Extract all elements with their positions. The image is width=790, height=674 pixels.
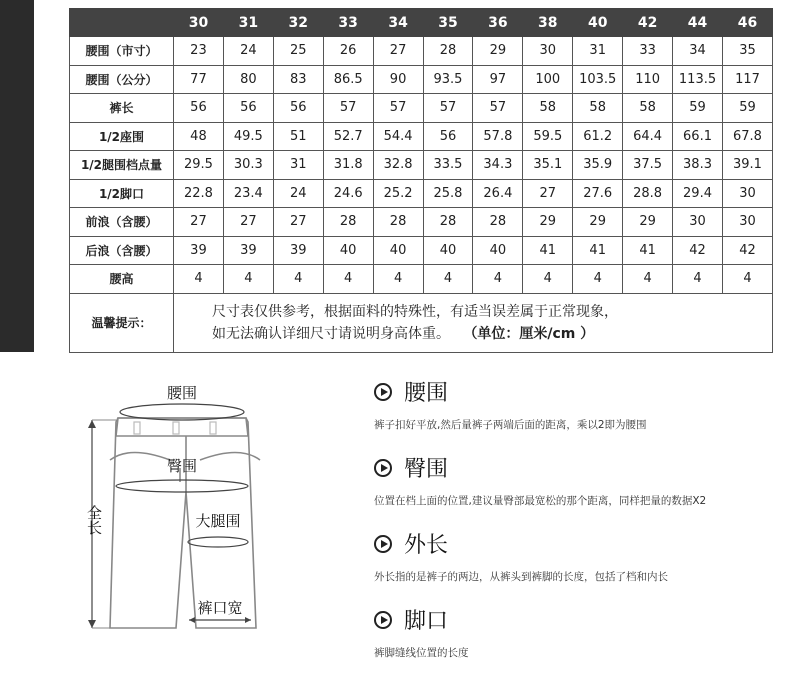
size-value-cell: 57 <box>423 94 473 123</box>
size-value-cell: 39 <box>273 236 323 265</box>
size-value-cell: 23.4 <box>223 179 273 208</box>
size-value-cell: 54.4 <box>373 122 423 151</box>
size-value-cell: 31.8 <box>323 151 373 180</box>
waistband <box>116 418 248 436</box>
size-value-cell: 83 <box>273 65 323 94</box>
size-value-cell: 51 <box>273 122 323 151</box>
size-value-cell: 4 <box>323 265 373 294</box>
size-value-cell: 27 <box>174 208 224 237</box>
size-value-cell: 80 <box>223 65 273 94</box>
size-value-cell: 56 <box>423 122 473 151</box>
size-value-cell: 40 <box>473 236 523 265</box>
size-value-cell: 4 <box>722 265 772 294</box>
row-label: 1/2座围 <box>70 122 174 151</box>
size-row <box>70 208 773 237</box>
left-dark-bar <box>0 0 34 352</box>
size-value-cell: 66.1 <box>673 122 723 151</box>
size-value-cell: 26 <box>323 37 373 66</box>
size-header: 35 <box>423 9 473 37</box>
size-value-cell: 28 <box>423 208 473 237</box>
size-value-cell: 27 <box>223 208 273 237</box>
size-value-cell: 25.2 <box>373 179 423 208</box>
size-value-cell: 34 <box>673 37 723 66</box>
row-label: 1/2脚口 <box>70 179 174 208</box>
size-value-cell: 25.8 <box>423 179 473 208</box>
desc-title: 外长 <box>404 533 449 558</box>
size-value-cell: 59 <box>673 94 723 123</box>
size-value-cell: 56 <box>174 94 224 123</box>
size-value-cell: 32.8 <box>373 151 423 180</box>
tip-label: 温馨提示： <box>70 293 174 352</box>
size-header: 32 <box>273 9 323 37</box>
size-value-cell: 4 <box>373 265 423 294</box>
waist-label: 腰围 <box>166 384 198 402</box>
size-value-cell: 28 <box>423 37 473 66</box>
size-value-cell: 110 <box>623 65 673 94</box>
size-value-cell: 39 <box>174 236 224 265</box>
size-value-cell: 28 <box>473 208 523 237</box>
size-value-cell: 64.4 <box>623 122 673 151</box>
size-row <box>70 179 773 208</box>
size-value-cell: 67.8 <box>722 122 772 151</box>
tip-line-2-text: 如无法确认详细尺寸请说明身高体重。 <box>212 325 450 342</box>
size-value-cell: 28 <box>373 208 423 237</box>
hip-measure-ring <box>116 480 248 492</box>
size-row <box>70 151 773 180</box>
size-value-cell: 113.5 <box>673 65 723 94</box>
row-label: 腰围（公分） <box>70 65 174 94</box>
size-value-cell: 28 <box>323 208 373 237</box>
size-value-cell: 4 <box>223 265 273 294</box>
desc-text: 裤脚缝线位置的长度 <box>374 647 469 659</box>
play-circle-icon <box>374 535 392 553</box>
desc-title: 腰围 <box>404 381 449 406</box>
size-value-cell: 4 <box>573 265 623 294</box>
size-value-cell: 25 <box>273 37 323 66</box>
size-header: 33 <box>323 9 373 37</box>
size-value-cell: 29 <box>623 208 673 237</box>
size-value-cell: 33 <box>623 37 673 66</box>
size-row <box>70 265 773 294</box>
row-label: 前浪（含腰） <box>70 208 174 237</box>
row-label: 腰高 <box>70 265 174 294</box>
size-value-cell: 39 <box>223 236 273 265</box>
size-header: 30 <box>174 9 224 37</box>
size-row <box>70 122 773 151</box>
right-pocket <box>200 453 260 461</box>
size-value-cell: 61.2 <box>573 122 623 151</box>
size-value-cell: 4 <box>423 265 473 294</box>
size-value-cell: 29 <box>523 208 573 237</box>
desc-text: 位置在档上面的位置,建议量臀部最宽松的那个距离，同样把量的数据X2 <box>374 495 707 507</box>
size-value-cell: 40 <box>323 236 373 265</box>
size-value-cell: 57 <box>473 94 523 123</box>
size-value-cell: 37.5 <box>623 151 673 180</box>
size-value-cell: 35 <box>722 37 772 66</box>
pants-diagram <box>70 370 280 660</box>
size-value-cell: 93.5 <box>423 65 473 94</box>
size-value-cell: 29.5 <box>174 151 224 180</box>
desc-hem <box>374 604 469 660</box>
desc-title: 脚口 <box>404 609 449 634</box>
size-value-cell: 59 <box>722 94 772 123</box>
size-value-cell: 41 <box>523 236 573 265</box>
size-chart-table <box>69 8 773 353</box>
size-value-cell: 24 <box>273 179 323 208</box>
play-circle-icon <box>374 611 392 629</box>
size-header: 46 <box>722 9 772 37</box>
tip-row <box>70 293 773 352</box>
size-value-cell: 26.4 <box>473 179 523 208</box>
size-value-cell: 57 <box>323 94 373 123</box>
size-value-cell: 42 <box>673 236 723 265</box>
size-value-cell: 56 <box>273 94 323 123</box>
play-circle-icon <box>374 383 392 401</box>
size-value-cell: 57 <box>373 94 423 123</box>
size-value-cell: 29.4 <box>673 179 723 208</box>
tip-text-cell <box>174 293 773 352</box>
size-value-cell: 4 <box>523 265 573 294</box>
size-row <box>70 236 773 265</box>
size-value-cell: 31 <box>573 37 623 66</box>
size-row <box>70 37 773 66</box>
tip-line-1: 尺寸表仅供参考，根据面料的特殊性，有适当误差属于正常现象， <box>212 303 618 320</box>
size-value-cell: 35.9 <box>573 151 623 180</box>
size-value-cell: 24 <box>223 37 273 66</box>
row-label: 后浪（含腰） <box>70 236 174 265</box>
size-header: 38 <box>523 9 573 37</box>
desc-waist <box>374 376 647 432</box>
size-value-cell: 58 <box>573 94 623 123</box>
size-value-cell: 77 <box>174 65 224 94</box>
size-value-cell: 27.6 <box>573 179 623 208</box>
size-value-cell: 30.3 <box>223 151 273 180</box>
row-label: 腰围（市寸） <box>70 37 174 66</box>
size-value-cell: 28.8 <box>623 179 673 208</box>
size-value-cell: 30 <box>722 179 772 208</box>
size-value-cell: 34.3 <box>473 151 523 180</box>
belt-loop <box>210 422 216 434</box>
desc-text: 外长指的是裤子的两边，从裤头到裤脚的长度，包括了档和内长 <box>374 571 668 583</box>
size-value-cell: 42 <box>722 236 772 265</box>
thigh-measure-ring <box>188 537 248 547</box>
size-value-cell: 33.5 <box>423 151 473 180</box>
size-value-cell: 27 <box>523 179 573 208</box>
desc-title: 臀围 <box>404 457 449 482</box>
size-value-cell: 29 <box>473 37 523 66</box>
play-circle-icon <box>374 459 392 477</box>
size-value-cell: 100 <box>523 65 573 94</box>
size-value-cell: 48 <box>174 122 224 151</box>
size-value-cell: 90 <box>373 65 423 94</box>
size-value-cell: 41 <box>623 236 673 265</box>
size-value-cell: 30 <box>673 208 723 237</box>
length-label: 全长 <box>85 505 103 535</box>
row-label: 1/2腿围档点量 <box>70 151 174 180</box>
size-value-cell: 39.1 <box>722 151 772 180</box>
size-header: 44 <box>673 9 723 37</box>
belt-loop <box>134 422 140 434</box>
size-value-cell: 52.7 <box>323 122 373 151</box>
size-value-cell: 4 <box>273 265 323 294</box>
size-value-cell: 38.3 <box>673 151 723 180</box>
size-value-cell: 29 <box>573 208 623 237</box>
size-header: 36 <box>473 9 523 37</box>
hip-label: 臀围 <box>166 457 198 475</box>
size-value-cell: 59.5 <box>523 122 573 151</box>
size-value-cell: 27 <box>273 208 323 237</box>
size-table-body <box>70 37 773 353</box>
tip-line-2 <box>212 323 772 345</box>
size-value-cell: 30 <box>523 37 573 66</box>
size-value-cell: 31 <box>273 151 323 180</box>
size-value-cell: 30 <box>722 208 772 237</box>
size-value-cell: 35.1 <box>523 151 573 180</box>
size-value-cell: 4 <box>623 265 673 294</box>
desc-hip <box>374 452 706 508</box>
size-header: 40 <box>573 9 623 37</box>
size-value-cell: 57.8 <box>473 122 523 151</box>
unit-note: （单位：厘米/cm ） <box>463 325 595 342</box>
thigh-label: 大腿围 <box>195 512 241 530</box>
size-value-cell: 97 <box>473 65 523 94</box>
size-value-cell: 49.5 <box>223 122 273 151</box>
size-header-row <box>70 9 773 37</box>
size-value-cell: 117 <box>722 65 772 94</box>
left-pocket <box>110 453 170 461</box>
hem-label: 裤口宽 <box>197 599 243 617</box>
size-value-cell: 56 <box>223 94 273 123</box>
belt-loop <box>173 422 179 434</box>
size-value-cell: 40 <box>373 236 423 265</box>
size-value-cell: 40 <box>423 236 473 265</box>
desc-text: 裤子扣好平放,然后量裤子两端后面的距离，乘以2即为腰围 <box>374 419 647 431</box>
size-header: 31 <box>223 9 273 37</box>
size-value-cell: 23 <box>174 37 224 66</box>
size-value-cell: 103.5 <box>573 65 623 94</box>
size-value-cell: 41 <box>573 236 623 265</box>
size-row <box>70 65 773 94</box>
size-value-cell: 24.6 <box>323 179 373 208</box>
size-value-cell: 22.8 <box>174 179 224 208</box>
size-row <box>70 94 773 123</box>
size-value-cell: 86.5 <box>323 65 373 94</box>
size-header: 34 <box>373 9 423 37</box>
size-value-cell: 58 <box>623 94 673 123</box>
size-value-cell: 58 <box>523 94 573 123</box>
size-value-cell: 4 <box>473 265 523 294</box>
size-value-cell: 4 <box>673 265 723 294</box>
size-header: 42 <box>623 9 673 37</box>
corner-cell <box>70 9 174 37</box>
desc-outseam <box>374 528 668 584</box>
size-value-cell: 27 <box>373 37 423 66</box>
size-value-cell: 4 <box>174 265 224 294</box>
row-label: 裤长 <box>70 94 174 123</box>
